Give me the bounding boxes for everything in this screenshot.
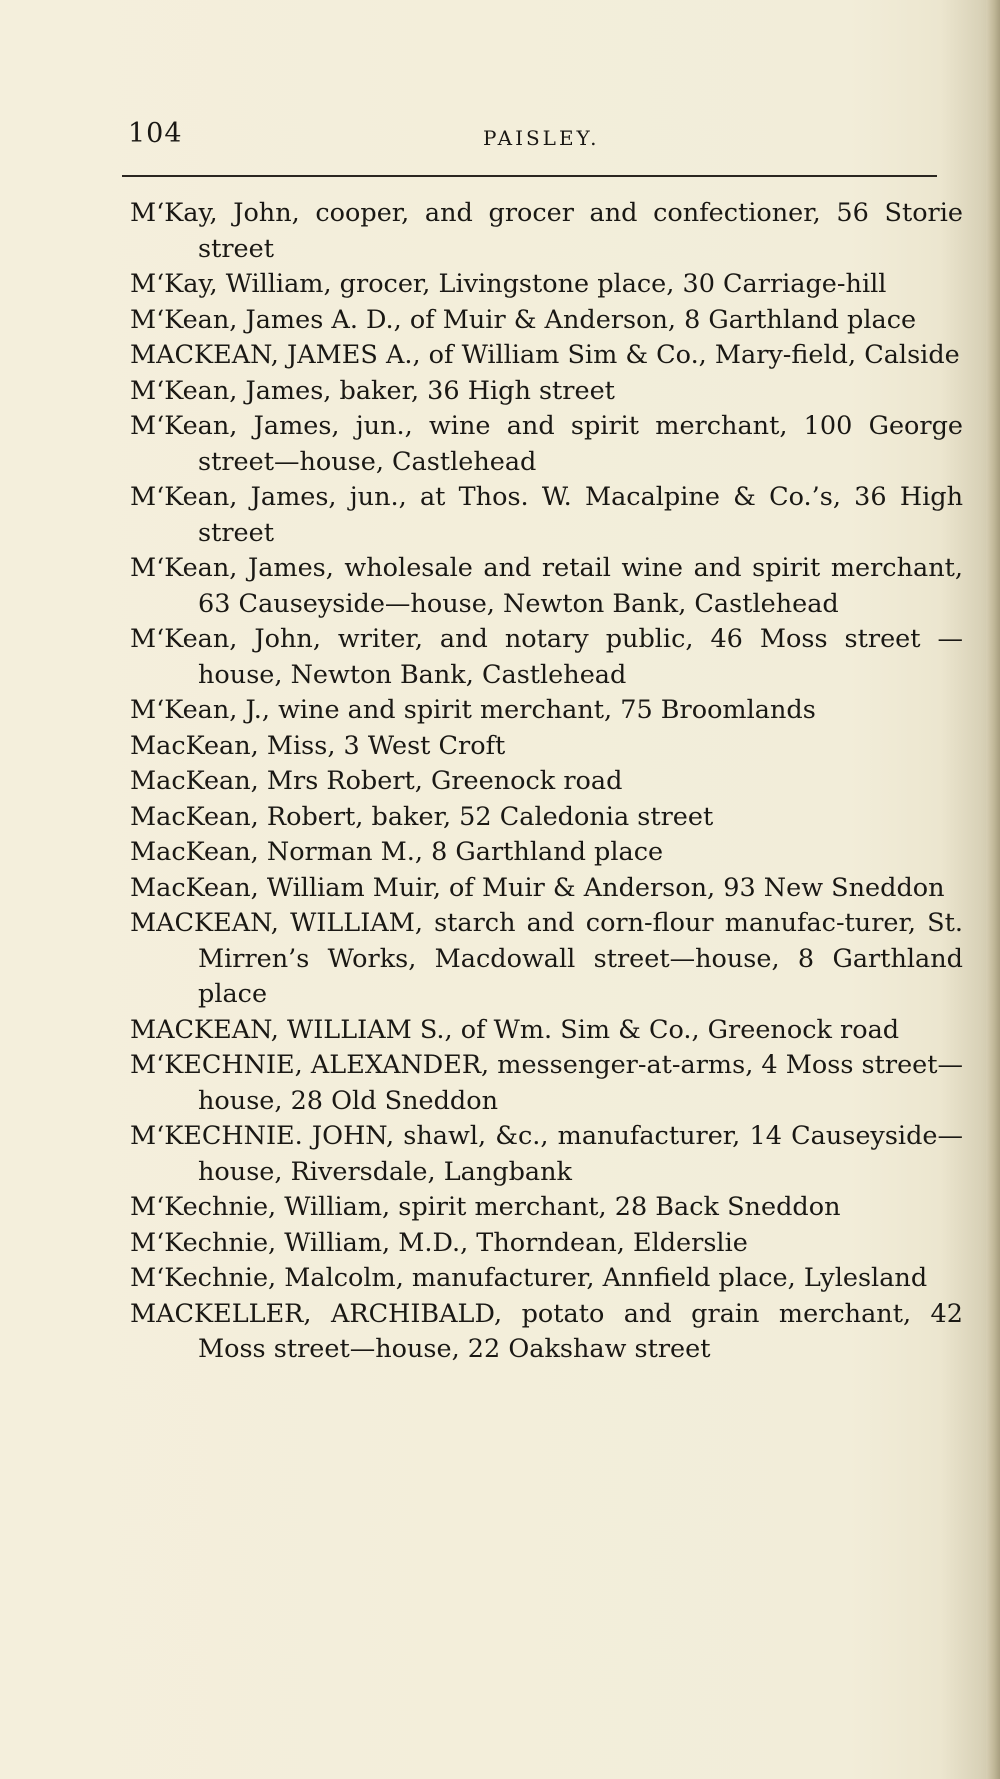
directory-entry: MACKEAN, WILLIAM, starch and corn-flour manufac-turer, St. Mirren’s Works, Macdowall street—house, 8 Garthland place — [130, 908, 963, 1009]
page-heading: PAISLEY. — [483, 126, 600, 150]
directory-entry: M‘Kay, William, grocer, Livingstone place, 30 Carriage-hill — [130, 269, 887, 299]
page-number: 104 — [128, 118, 183, 149]
directory-entries — [130, 196, 963, 1368]
directory-entry: MacKean, William Muir, of Muir & Anderson, 93 New Sneddon — [130, 872, 945, 903]
directory-entry: M‘Kean, John, writer, and notary public, 46 Moss street —house, Newton Bank, Castlehead — [130, 624, 963, 690]
directory-entry: M‘Kean, James A. D., of Muir & Anderson, 8 Garthland place — [130, 304, 917, 335]
directory-entry: M‘Kean, James, wholesale and retail wine and spirit merchant, 63 Causeyside—house, Newton Bank, Castlehead — [130, 553, 963, 619]
page-edge — [986, 0, 1000, 1779]
directory-entry: MACKEAN, WILLIAM S., of Wm. Sim & Co., Greenock road — [130, 1014, 900, 1045]
directory-entry: MacKean, Robert, baker, 52 Caledonia street — [130, 801, 714, 832]
directory-entry: M‘Kean, James, jun., at Thos. W. Macalpine & Co.’s, 36 High street — [130, 482, 963, 548]
header-rule — [122, 175, 937, 177]
directory-entry: M‘Kay, John, cooper, and grocer and confectioner, 56 Storie street — [130, 198, 963, 264]
directory-entry: M‘Kechnie, William, spirit merchant, 28 Back Sneddon — [130, 1192, 841, 1222]
directory-entry: M‘Kean, J., wine and spirit merchant, 75 Broomlands — [130, 695, 816, 725]
directory-entry: M‘Kechnie, William, M.D., Thorndean, Elderslie — [130, 1227, 748, 1258]
directory-entry: MACKEAN, JAMES A., of William Sim & Co., Mary-field, Calside — [130, 340, 960, 370]
directory-entry: M‘KECHNIE. JOHN, shawl, &c., manufacturer, 14 Causeyside—house, Riversdale, Langbank — [130, 1121, 963, 1187]
directory-entry: M‘Kechnie, Malcolm, manufacturer, Annfield place, Lylesland — [130, 1263, 928, 1293]
running-head — [128, 118, 938, 158]
directory-entry: MACKELLER, ARCHIBALD, potato and grain merchant, 42 Moss street—house, 22 Oakshaw street — [130, 1298, 963, 1364]
directory-entry: MacKean, Norman M., 8 Garthland place — [130, 837, 664, 867]
directory-entry: MacKean, Mrs Robert, Greenock road — [130, 766, 623, 796]
directory-entry: M‘KECHNIE, ALEXANDER, messenger-at-arms, 4 Moss street—house, 28 Old Sneddon — [130, 1050, 963, 1116]
directory-entry: M‘Kean, James, jun., wine and spirit merchant, 100 George street—house, Castlehead — [130, 411, 963, 477]
directory-entry: MacKean, Miss, 3 West Croft — [130, 730, 506, 761]
directory-entry: M‘Kean, James, baker, 36 High street — [130, 375, 615, 406]
